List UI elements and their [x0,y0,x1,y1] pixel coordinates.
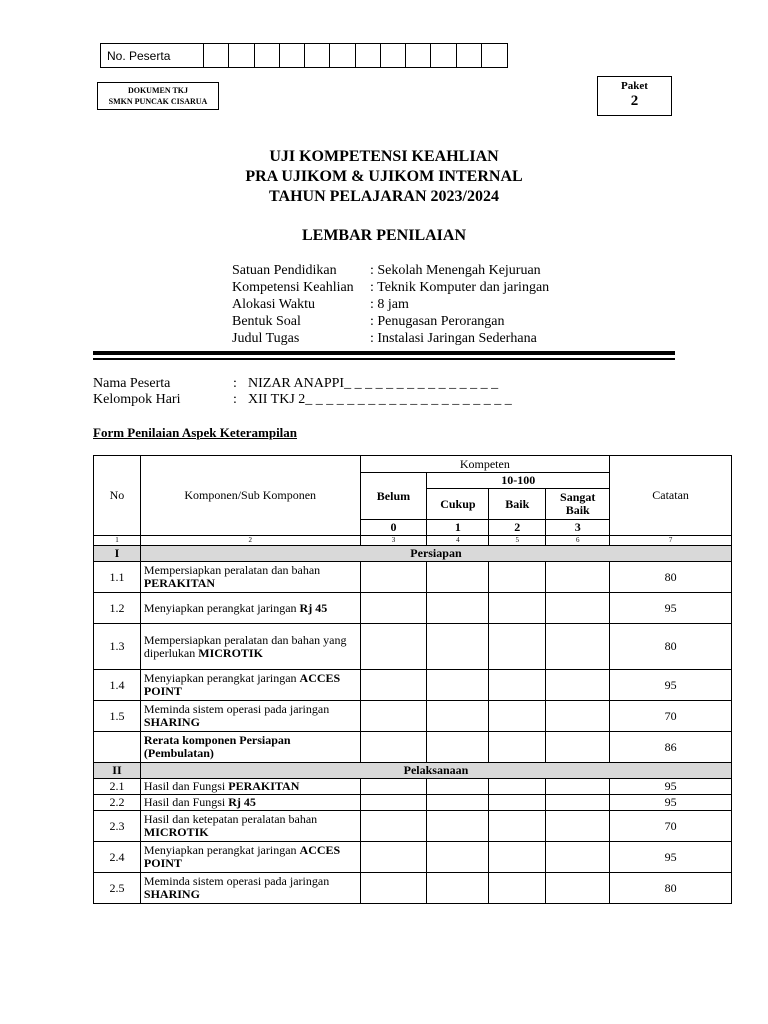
average-no [94,732,141,763]
table-row [94,701,732,732]
row-komponen [140,842,360,873]
no-peserta-cell[interactable] [431,44,456,67]
header-score-2: 2 [489,520,546,536]
row-text: Mempersiapkan peralatan dan bahan yang diperlukan [143,632,347,660]
row-no: 1.3 [94,624,141,670]
header-row [94,456,732,473]
average-label: Rerata komponen Persiapan (Pembulatan) [140,732,360,763]
col-number: 2 [140,536,360,546]
score-cell[interactable] [360,670,427,701]
no-peserta-cell[interactable] [204,44,229,67]
row-bold: ACCES POINT [143,671,341,698]
divider-thick [93,351,675,355]
score-cell[interactable] [489,562,546,593]
score-cell[interactable] [489,873,546,904]
table-row [94,670,732,701]
row-komponen [140,562,360,593]
participant-block [93,376,512,408]
col-number: 1 [94,536,141,546]
score-cell[interactable] [546,842,610,873]
row-catatan: 70 [610,701,732,732]
score-cell[interactable] [360,842,427,873]
row-komponen [140,873,360,904]
participant-colon: : [233,392,237,407]
row-bold: SHARING [143,887,200,901]
score-cell[interactable] [360,593,427,624]
participant-group-value[interactable]: XII TKJ 2_ _ _ _ _ _ _ _ _ _ _ _ _ _ _ _ _ _ _ _ [248,392,512,407]
score-cell[interactable] [546,624,610,670]
score-cell[interactable] [546,562,610,593]
table-row [94,624,732,670]
score-cell[interactable] [546,873,610,904]
score-cell[interactable] [427,624,489,670]
no-peserta-cell[interactable] [255,44,280,67]
title-line2: PRA UJIKOM & UJIKOM INTERNAL [245,168,523,185]
score-cell[interactable] [546,795,610,811]
row-komponen [140,593,360,624]
row-no: 2.4 [94,842,141,873]
header-sangat-baik: Sangat Baik [546,489,610,520]
row-no: 1.5 [94,701,141,732]
section-no: I [94,546,141,562]
row-bold: ACCES POINT [143,843,341,870]
header-no: No [94,456,141,536]
score-cell[interactable] [360,779,427,795]
score-cell[interactable] [546,593,610,624]
info-row [232,330,549,347]
paket-number: 2 [630,93,639,109]
row-catatan: 70 [610,811,732,842]
info-value: : Penugasan Perorangan [370,314,505,329]
row-bold: Rj 45 [228,795,256,809]
score-cell[interactable] [427,732,489,763]
score-cell[interactable] [489,624,546,670]
score-cell[interactable] [360,811,427,842]
row-no: 1.1 [94,562,141,593]
score-cell[interactable] [489,842,546,873]
score-cell[interactable] [427,811,489,842]
info-block [232,262,549,347]
row-text: Hasil dan ketepatan peralatan bahan [143,812,318,826]
paket-label: Paket [621,80,648,92]
score-cell[interactable] [546,811,610,842]
section-title: Pelaksanaan [140,763,731,779]
title-lembar-penilaian: LEMBAR PENILAIAN [301,227,466,244]
score-cell[interactable] [427,670,489,701]
row-no: 2.1 [94,779,141,795]
score-cell[interactable] [489,811,546,842]
col-number: 7 [610,536,732,546]
no-peserta-cell[interactable] [482,44,507,67]
score-cell[interactable] [360,562,427,593]
row-text: Menyiapkan perangkat jaringan [143,600,300,615]
row-catatan: 80 [610,562,732,593]
score-cell[interactable] [427,562,489,593]
score-cell[interactable] [360,732,427,763]
row-text: Menyiapkan perangkat jaringan [143,843,300,857]
score-cell[interactable] [360,701,427,732]
score-cell[interactable] [546,732,610,763]
score-cell[interactable] [546,670,610,701]
row-komponen [140,670,360,701]
row-text: Hasil dan Fungsi [143,795,229,809]
divider-thin [93,358,675,360]
header-cukup: Cukup [427,489,489,520]
table-row [94,795,732,811]
score-cell[interactable] [489,670,546,701]
score-cell[interactable] [546,701,610,732]
score-cell[interactable] [360,795,427,811]
score-cell[interactable] [489,795,546,811]
info-value: : Instalasi Jaringan Sederhana [370,331,537,346]
header-catatan: Catatan [610,456,732,536]
row-text: Mempersiapkan peralatan dan bahan [143,563,321,577]
header-score-1: 1 [427,520,489,536]
section-no: II [94,763,141,779]
row-text: Menyiapkan perangkat jaringan [143,671,300,685]
info-row [232,313,549,330]
title-line1: UJI KOMPETENSI KEAHLIAN [269,148,499,165]
score-cell[interactable] [489,732,546,763]
row-text: Meminda sistem operasi pada jaringan [143,702,330,716]
row-bold: MICROTIK [198,645,263,660]
score-cell[interactable] [489,779,546,795]
participant-colon: : [233,376,237,391]
score-cell[interactable] [546,779,610,795]
dokumen-box [97,82,219,110]
info-key: Kompetensi Keahlian [232,280,354,295]
row-bold: SHARING [143,715,200,729]
info-key: Judul Tugas [232,331,300,346]
score-cell[interactable] [427,701,489,732]
info-value: : Teknik Komputer dan jaringan [370,280,550,295]
header-komponen: Komponen/Sub Komponen [140,456,360,536]
no-peserta-cell[interactable] [457,44,482,67]
average-value: 86 [610,732,732,763]
no-peserta-cell[interactable] [305,44,330,67]
dokumen-line1: DOKUMEN TKJ [127,86,189,95]
paket-box [597,76,672,116]
row-catatan: 80 [610,624,732,670]
no-peserta-cell[interactable] [356,44,381,67]
form-title: Form Penilaian Aspek Keterampilan [93,425,298,440]
row-komponen [140,811,360,842]
assessment-table [93,455,732,904]
score-cell[interactable] [427,593,489,624]
dokumen-line2: SMKN PUNCAK CISARUA [108,97,208,106]
row-no: 1.4 [94,670,141,701]
no-peserta-cell[interactable] [381,44,406,67]
header-range: 10-100 [427,473,610,489]
header-belum: Belum [360,473,427,520]
no-peserta-cell[interactable] [406,44,431,67]
row-no: 1.2 [94,593,141,624]
row-catatan: 95 [610,779,732,795]
score-cell[interactable] [427,779,489,795]
table-row [94,779,732,795]
score-cell[interactable] [427,842,489,873]
table-row [94,873,732,904]
no-peserta-cell[interactable] [330,44,355,67]
col-number: 3 [360,536,427,546]
info-key: Bentuk Soal [232,314,301,329]
row-text: Meminda sistem operasi pada jaringan [143,874,330,888]
col-number: 4 [427,536,489,546]
row-bold: PERAKITAN [143,576,216,590]
table-row [94,811,732,842]
row-bold: Rj 45 [299,600,328,615]
info-row [232,279,549,296]
score-cell[interactable] [427,873,489,904]
score-cell[interactable] [489,701,546,732]
row-bold: MICROTIK [143,825,209,839]
average-row [94,732,732,763]
score-cell[interactable] [360,873,427,904]
row-catatan: 95 [610,795,732,811]
row-catatan: 80 [610,873,732,904]
info-value: : Sekolah Menengah Kejuruan [370,263,541,278]
info-row [232,296,549,313]
table-row [94,593,732,624]
info-key: Satuan Pendidikan [232,263,337,278]
row-komponen [140,779,360,795]
no-peserta-label: No. Peserta [101,44,204,67]
no-peserta-cell[interactable] [229,44,254,67]
row-text: Hasil dan Fungsi [143,779,229,793]
no-peserta-box [100,43,508,68]
info-value: : 8 jam [370,297,409,312]
title-line3: TAHUN PELAJARAN 2023/2024 [269,188,499,205]
no-peserta-cell[interactable] [280,44,305,67]
participant-name-value[interactable]: NIZAR ANAPPI_ _ _ _ _ _ _ _ _ _ _ _ _ _ _ [248,376,499,391]
section-row [94,546,732,562]
info-key: Alokasi Waktu [232,297,315,312]
col-number: 5 [489,536,546,546]
row-catatan: 95 [610,593,732,624]
score-cell[interactable] [489,593,546,624]
row-komponen [140,624,360,670]
header-score-3: 3 [546,520,610,536]
row-no: 2.5 [94,873,141,904]
header-score-0: 0 [360,520,427,536]
row-no: 2.2 [94,795,141,811]
row-komponen [140,701,360,732]
participant-name-label: Nama Peserta [93,376,171,391]
info-row [232,262,549,279]
header-baik: Baik [489,489,546,520]
row-komponen [140,795,360,811]
row-catatan: 95 [610,842,732,873]
participant-name-row [93,376,512,392]
column-number-row [94,536,732,546]
section-row [94,763,732,779]
participant-group-label: Kelompok Hari [93,392,181,407]
score-cell[interactable] [427,795,489,811]
score-cell[interactable] [360,624,427,670]
col-number: 6 [546,536,610,546]
table-row [94,842,732,873]
row-bold: PERAKITAN [228,779,300,793]
row-no: 2.3 [94,811,141,842]
section-title: Persiapan [140,546,731,562]
participant-group-row [93,392,512,408]
row-catatan: 95 [610,670,732,701]
header-kompeten: Kompeten [360,456,610,473]
table-row [94,562,732,593]
